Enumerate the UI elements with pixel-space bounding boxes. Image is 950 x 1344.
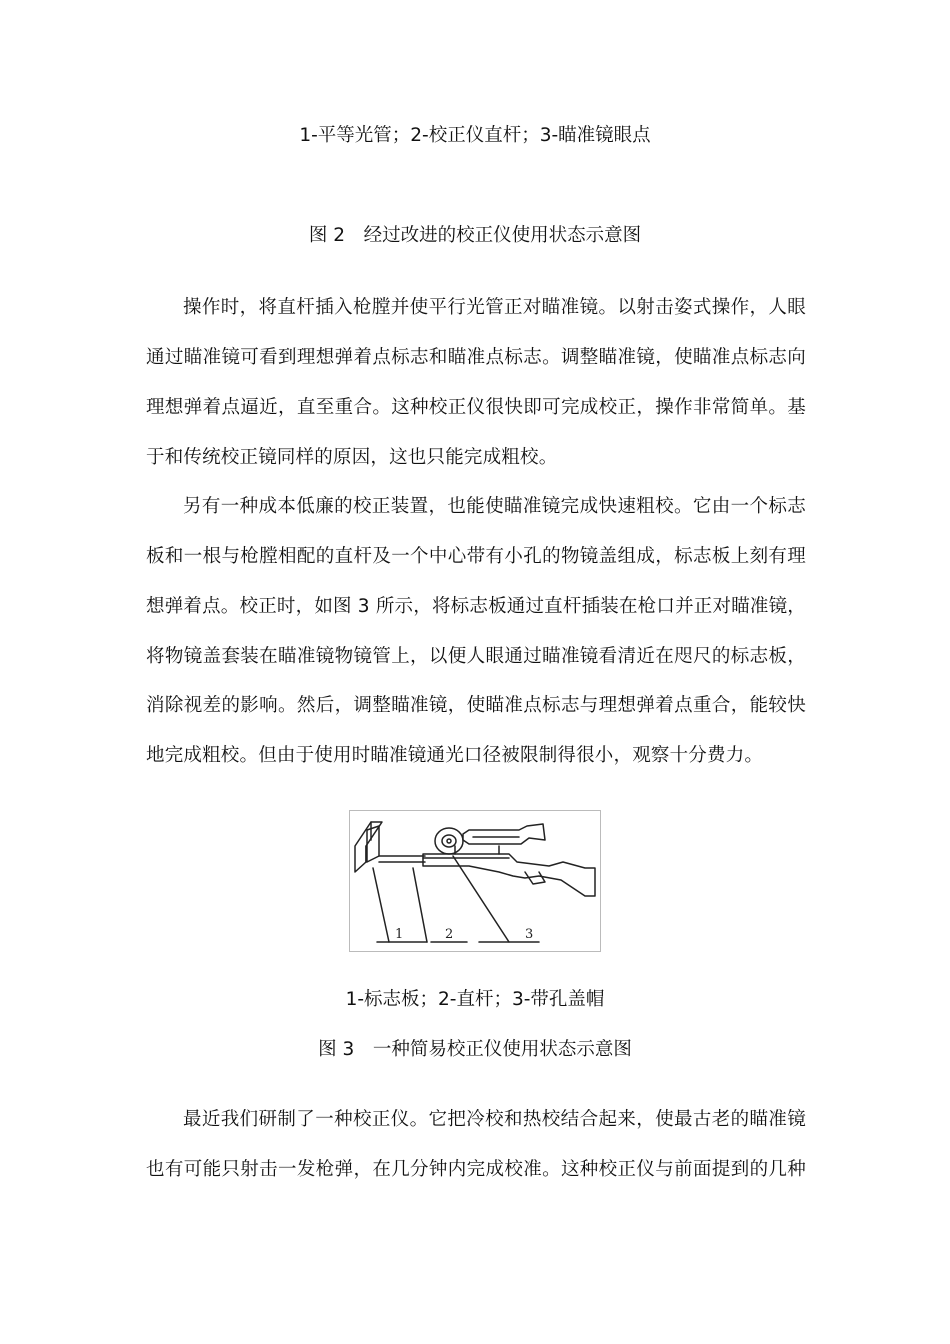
paragraph-line: 也有可能只射击一发枪弹，在几分钟内完成校准。这种校正仪与前面提到的几种 (146, 1159, 806, 1180)
figure-3-diagram (349, 810, 601, 952)
paragraph-line: 通过瞄准镜可看到理想弹着点标志和瞄准点标志。调整瞄准镜，使瞄准点标志向 (146, 347, 806, 368)
figure-label-2: 2 (445, 927, 454, 942)
figure-2-legend: 1-平等光管；2-校正仪直杆；3-瞄准镜眼点 (299, 125, 651, 146)
paragraph-line: 想弹着点。校正时，如图 3 所示，将标志板通过直杆插装在枪口并正对瞄准镜， (146, 596, 806, 617)
figure-label-1: 1 (395, 927, 404, 942)
rifle-boresight-illustration (349, 810, 601, 952)
paragraph-line: 另有一种成本低廉的校正装置，也能使瞄准镜完成快速粗校。它由一个标志 (183, 496, 806, 517)
paragraph-line: 于和传统校正镜同样的原因，这也只能完成粗校。 (146, 447, 558, 468)
figure-2-caption: 图 2 经过改进的校正仪使用状态示意图 (308, 225, 642, 246)
figure-3-caption: 图 3 一种简易校正仪使用状态示意图 (318, 1039, 632, 1060)
paragraph-line: 操作时，将直杆插入枪膛并使平行光管正对瞄准镜。以射击姿式操作，人眼 (183, 297, 806, 318)
paragraph-line: 地完成粗校。但由于使用时瞄准镜通光口径被限制得很小，观察十分费力。 (146, 745, 764, 766)
figure-3-legend: 1-标志板；2-直杆；3-带孔盖帽 (345, 989, 605, 1010)
paragraph-line: 板和一根与枪膛相配的直杆及一个中心带有小孔的物镜盖组成，标志板上刻有理 (146, 546, 806, 567)
paragraph-line: 最近我们研制了一种校正仪。它把冷校和热校结合起来，使最古老的瞄准镜 (183, 1109, 806, 1130)
paragraph-line: 将物镜盖套装在瞄准镜物镜管上，以便人眼通过瞄准镜看清近在咫尺的标志板， (146, 646, 806, 667)
paragraph-line: 消除视差的影响。然后，调整瞄准镜，使瞄准点标志与理想弹着点重合，能较快 (146, 695, 806, 716)
figure-label-3: 3 (525, 927, 534, 942)
paragraph-line: 理想弹着点逼近，直至重合。这种校正仪很快即可完成校正，操作非常简单。基 (146, 397, 806, 418)
